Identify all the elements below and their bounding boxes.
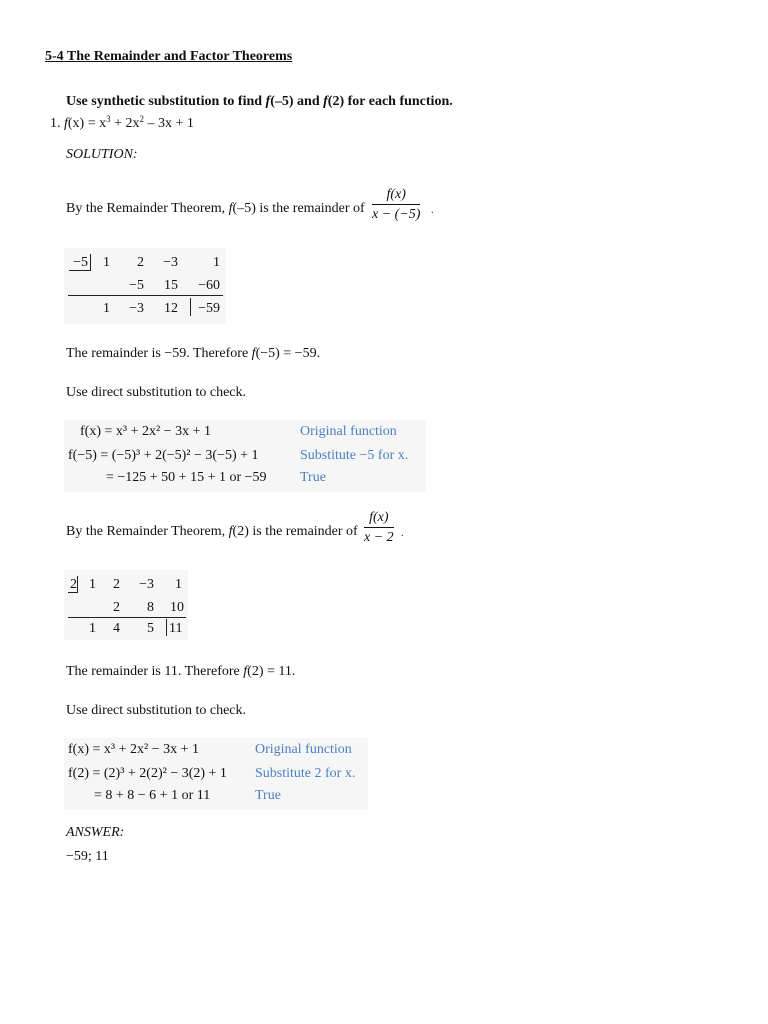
check-note: Original function	[255, 742, 352, 757]
coefficient: −3	[139, 577, 154, 592]
coefficient: 1	[103, 255, 110, 270]
solution-label: SOLUTION:	[66, 147, 138, 162]
answer-label: ANSWER:	[66, 825, 125, 840]
fraction-end-2: .	[401, 528, 404, 539]
remainder-statement-2: The remainder is 11. Therefore f(2) = 11.	[66, 664, 296, 679]
check-note: True	[300, 470, 326, 485]
coefficient: 1	[89, 577, 96, 592]
fraction-end-1: .	[431, 205, 434, 216]
synthetic-division-2	[64, 570, 188, 640]
check-table-1	[64, 420, 426, 492]
remainder-result: −59	[198, 301, 220, 316]
product: −5	[129, 278, 144, 293]
check-instruction-1: Use direct substitution to check.	[66, 385, 247, 400]
check-equation: f(2) = (2)³ + 2(2)² − 3(2) + 1	[68, 766, 227, 781]
coefficient: 2	[137, 255, 144, 270]
fraction-2: $\frac{f(x)}{x - 2}$	[364, 510, 394, 545]
remainder-theorem-intro-1: By the Remainder Theorem, f(–5) is the remainder of	[66, 201, 365, 216]
check-equation: f(−5) = (−5)³ + 2(−5)² − 3(−5) + 1	[68, 448, 259, 463]
coefficient: 1	[213, 255, 220, 270]
product: 2	[113, 600, 120, 615]
coefficient: 1	[175, 577, 182, 592]
instruction: Use synthetic substitution to find f(–5) and f(2) for each function.	[66, 94, 453, 109]
result: 5	[147, 621, 154, 636]
divisor: −5	[73, 255, 88, 270]
product: 10	[170, 600, 184, 615]
check-note: Original function	[300, 424, 397, 439]
fraction-1: $\frac{f(x)}{x - (-5)}$	[372, 187, 421, 222]
page-title: 5-4 The Remainder and Factor Theorems	[45, 49, 293, 64]
product: −60	[198, 278, 220, 293]
check-equation: f(x) = x³ + 2x² − 3x + 1	[80, 424, 211, 439]
check-note: Substitute 2 for x.	[255, 766, 356, 781]
remainder-result: 11	[169, 621, 183, 636]
check-note: Substitute −5 for x.	[300, 448, 409, 463]
coefficient: −3	[163, 255, 178, 270]
check-equation: f(x) = x³ + 2x² − 3x + 1	[68, 742, 199, 757]
synthetic-division-1	[64, 248, 226, 324]
result: −3	[129, 301, 144, 316]
remainder-theorem-intro-2: By the Remainder Theorem, f(2) is the remainder of	[66, 524, 358, 539]
result: 1	[103, 301, 110, 316]
remainder-statement-1: The remainder is −59. Therefore f(−5) = −59.	[66, 346, 321, 361]
product: 8	[147, 600, 154, 615]
result: 12	[164, 301, 178, 316]
result: 1	[89, 621, 96, 636]
divisor: 2	[70, 577, 77, 592]
check-note: True	[255, 788, 281, 803]
answer-value: −59; 11	[66, 849, 109, 864]
product: 15	[164, 278, 178, 293]
result: 4	[113, 621, 120, 636]
check-equation: = 8 + 8 − 6 + 1 or 11	[94, 788, 211, 803]
check-equation: = −125 + 50 + 15 + 1 or −59	[106, 470, 267, 485]
check-table-2	[64, 738, 368, 810]
coefficient: 2	[113, 577, 120, 592]
problem-statement: 1. $f(x) = x^3 + 2x^2 - 3x + 1$	[50, 114, 194, 131]
check-instruction-2: Use direct substitution to check.	[66, 703, 247, 718]
